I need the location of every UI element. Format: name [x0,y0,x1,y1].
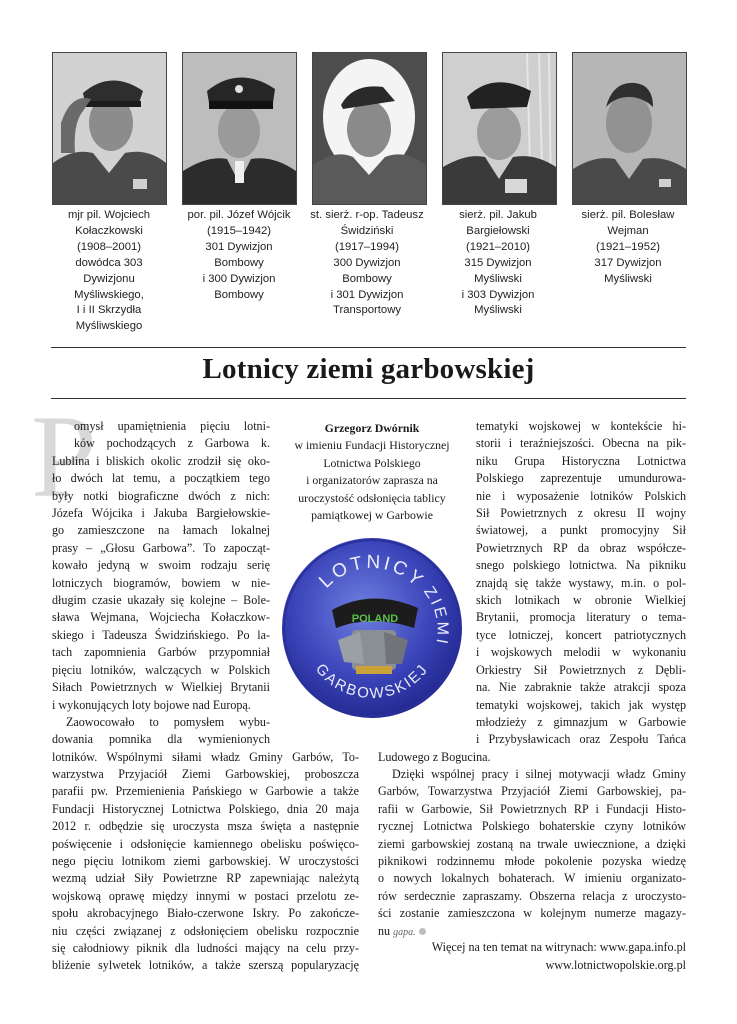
text-line: światowej, a punkt promocyjny Sił [476,523,686,538]
portrait-caption-bargielowski: sierż. pil. Jakub Bargiełowski (1921–2010) 315 Dywizjon Myśliwski i 303 Dywizjon Myśliwski [459,209,537,317]
article-column-1-wide [52,749,359,975]
portrait-photo-bargielowski [442,52,557,205]
text-line: społu akrobacyjnego Biało-czerwone Iskry. Po zakończe- [52,906,359,921]
text-line: Lublina i bliskich okolic zrodził się oko- [52,453,270,468]
author-line: w imieniu Fundacji Historycznej [294,438,450,453]
article-column-1 [52,418,270,749]
text-line: niku Grupa Historyczna Lotnictwa [476,453,686,468]
text-line: Siłach Powietrznych w Wielkiej Brytanii [52,680,270,695]
text-line: znajdą się także wystawy, m.in. o pol- [476,575,686,590]
links-line-2: www.lotnictwopolskie.org.pl [545,958,686,972]
badge-right-text: ZIEMI [420,583,451,648]
portrait-photo-wojcik [182,52,297,205]
text-line: poświęcenie i odsłonięcie kamiennego obelisku poświęco- [52,836,359,851]
author-block [274,420,470,524]
text-line: pięciu lotników, walczących w Polskich [52,662,270,677]
text-line: lotników. Wspólnymi siłami władz Gminy Garbów, To- [52,749,359,764]
author-name: Grzegorz Dwórnik [324,421,420,435]
text-line: Józefa Wójcika i Jakuba Bargiełowskie- [52,506,270,521]
text-line: tyce lotniczej, koncert patriotycznych [476,627,686,642]
text-line: go zamieszczone na łamach lokalnej [52,523,270,538]
text-line: Orkiestry Sił Powietrznych z Dębli- [476,662,686,677]
text-line: długim czasie ukazały się kolejne – Bole- [52,593,270,608]
text-line: kowało jedyną w swoim rodzaju serię [52,558,270,573]
text-line: i wykonujących loty bojowe nad Europą. [52,697,251,712]
article-column-3 [476,418,686,749]
text-line: parafii pw. Przemienienia Pańskiego w Garbowie a także [52,784,359,799]
author-line: Lotnictwa Polskiego [323,455,421,470]
text-line: dowania pomnika dla wymienionych [52,732,270,747]
portrait-caption-wojcik: por. pil. Józef Wójcik (1915–1942) 301 Dywizjon Bombowy i 300 Dywizjon Bombowy [187,209,291,301]
gapa-end-mark: gapa. [393,926,416,938]
author-line: uroczystość odsłonięcia tablicy [298,490,446,505]
text-line: tematyki wojskowej w kontekście hi- [476,419,686,433]
portrait-photo-swidzinski [312,52,427,205]
text-line: skiego i Tadeusza Świdzińskiego. Po la- [52,627,270,642]
text-line: Fundacji Historycznej Lotnictwa Polskiego, dnia 20 maja [52,801,359,816]
text-line: prasy – „Głosu Garbowa”. To zapocząt- [52,540,270,555]
text-line: tach zapomnienia Garbów przypomniał [52,645,270,660]
text-line: i Przybysławicach oraz Zespołu Tańca [476,732,686,747]
portrait-caption-swidzinski: st. sierż. r-op. Tadeusz Świdziński (1917–1994) 300 Dywizjon Bombowy i 301 Dywizjon Transportowy [310,209,424,317]
text-line: Powietrznych RP da obraz współcze- [476,540,686,555]
article-column-3-wide [378,749,686,941]
article-headline: Lotnicy ziemi garbowskiej [202,353,535,385]
text-line: piknikowi rodzinnemu młode pokolenie pozyska wiedzę [378,854,686,869]
text-line: i wojskowych melodii w wykonaniu [476,645,686,660]
text-line: storii i teraźniejszości. Obecna na pik- [476,436,686,451]
text-line: Dzięki wspólnej pracy i silnej motywacji władz Gminy [392,767,686,781]
text-line: rycznej Lotnictwa Polskiego bohaterskie czyny lotników [378,819,686,834]
author-line: pamiątkowej w Garbowie [311,508,433,523]
text-line: 2012 r. odbędzie się uroczysta msza święta a następnie [52,819,359,834]
drop-cap: P [31,391,97,522]
text-line: wezmą udział Siły Powietrzne RP zapewniając należytą [52,871,359,886]
portrait-caption-kolaczkowski: mjr pil. Wojciech Kołaczkowski (1908–2001) dowódca 303 Dywizjonu Myśliwskiego, I i II Skrzydła Myśliwskiego [67,209,151,333]
text-line: niu części związanej z odsłonięciem obelisku rozpocznie [52,923,359,938]
text-line: młodzieży z gimnazjum w Garbowie [476,714,686,729]
website-links [432,938,686,974]
text-line: Brytanii, promocja literatury o tema- [476,610,686,625]
text-line: tematyki wojskowej, takich jak występ [476,697,686,712]
text-line: na. Nie zabraknie także atrakcji spoza [476,680,686,695]
text-line: rów serdecznie zapraszamy. Obszerna relacja z uroczysto- [378,888,686,903]
text-line: skich lotnikach w obronie Wielkiej [476,593,686,608]
text-line: bliżenie sylwetek lotników, a także szerszą popularyzację [52,958,359,973]
text-line: ków pochodzących z Garbowa k. [74,436,270,451]
author-line: i organizatorów zaprasza na [306,473,438,488]
text-line: ści zostanie zamieszczona w kolejnym numerze magazy- [378,906,686,921]
text-line: Garbów, Towarzystwa Przyjaciół Ziemi Garbowskiej, pa- [378,784,686,799]
lotnicy-ziemi-garbowskiej-badge [280,536,464,720]
text-line: warzystwa Przyjaciół Ziemi Garbowskiej, proboszcza [52,767,359,781]
badge-top-text: LOTNICY [315,551,429,593]
text-line: ło dwóch lat temu, a początkiem tego [52,471,270,486]
text-line: Zaowocowało to pomysłem wybu- [66,714,270,729]
text-line: były notki biograficzne dwóch z nich: [52,488,270,503]
headline-rule-bottom [51,398,686,399]
text-line: Polskiego zaprezentuje umundurowa- [476,471,686,486]
portrait-photo-wejman [572,52,687,205]
text-line: wojskową oprawę między innymi w postaci przelotu ze- [52,888,359,903]
badge-patch-text: POLAND [351,613,399,625]
text-line: o nowych lokalnych bohaterach. W imieniu organizato- [378,871,686,886]
portrait-caption-wejman: sierż. pil. Bolesław Wejman (1921–1952) 317 Dywizjon Myśliwski [581,209,675,285]
text-line: się całodniowy piknik dla ludności mający na celu przy- [52,941,359,956]
text-line: nego pięciu lotnikom ziemi garbowskiej. W uroczystości [52,854,359,869]
text-line: omysł upamiętnienia pięciu lotni- [74,419,270,433]
end-dot-icon [419,928,426,935]
headline-rule-top [51,347,686,348]
text-line: sława Wejmana, Wojciecha Kołaczkow- [52,610,270,625]
text-line: nie i wyposażenie lotników Polskich [476,488,686,503]
text-line: snego polskiego lotnictwa. Na pikniku [476,558,686,573]
text-line: ziemi garbowskiej zostaną na trwale uwiecznione, a dzięki [378,836,686,851]
text-line: rafii w Garbowie, Sił Powietrznych RP i Fundacji Histo- [378,801,686,816]
text-line: Ludowego z Bogucina. [378,749,491,764]
portrait-photo-kolaczkowski [52,52,167,205]
last-line-start: nu [378,923,391,938]
links-line-1: Więcej na ten temat na witrynach: www.gapa.info.pl [431,940,686,954]
text-line: lotniczych biogramów, bowiem w nie- [52,575,270,590]
text-line: Sił Powietrznych z okresu II wojny [476,506,686,521]
badge-bottom-text: GARBOWSKIEJ [312,660,432,703]
